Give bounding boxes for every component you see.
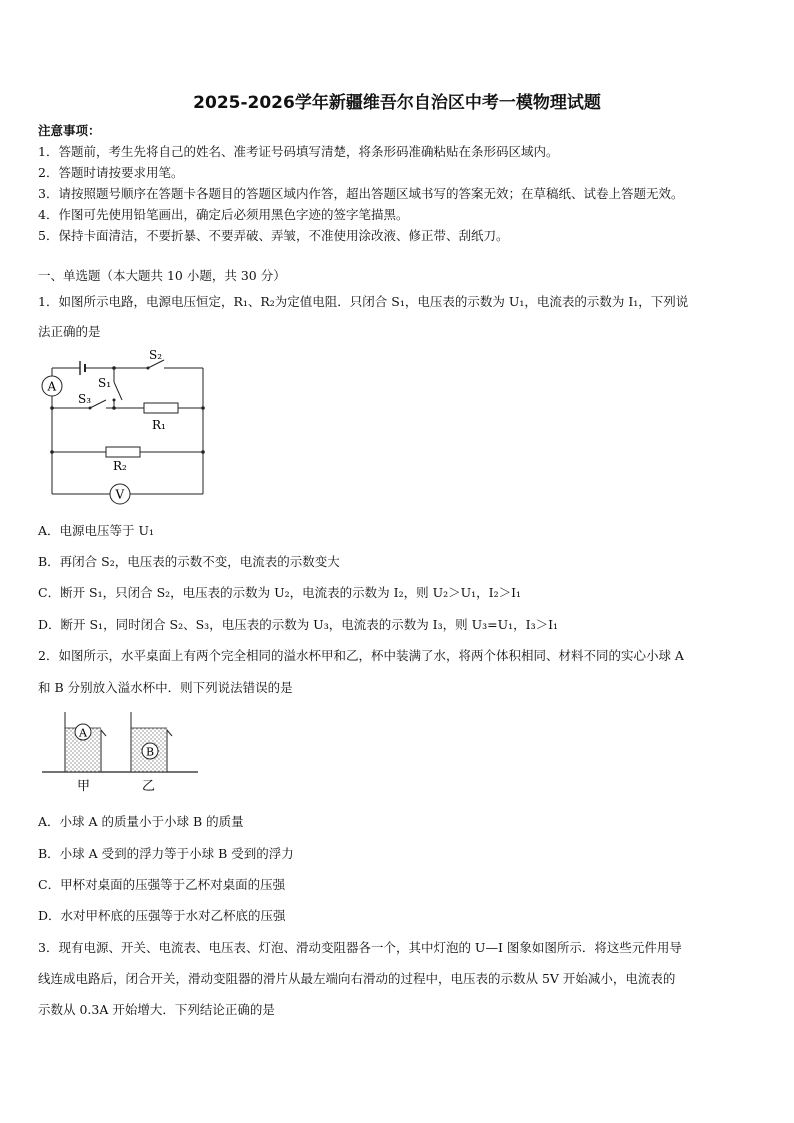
voltmeter-label: V [115,487,125,502]
ball-b-label: B [146,745,155,759]
label-r1: R₁ [152,418,166,432]
q2-option-b: B．小球 A 受到的浮力等于小球 B 受到的浮力 [38,846,294,861]
notice-item: 1．答题前，考生先将自己的姓名、准考证号码填写清楚，将条形码准确粘贴在条形码区域内。 [38,144,559,159]
q3-stem-cont: 线连成电路后，闭合开关，滑动变阻器的滑片从最左端向右滑动的过程中，电压表的示数从 5V 开始减小，电流表的 [38,971,676,986]
label-s3: S₃ [78,392,92,406]
section-heading: 一、单选题（本大题共 10 小题，共 30 分） [38,268,286,283]
label-r2: R₂ [113,459,127,473]
q1-stem: 1．如图所示电路，电源电压恒定，R₁、R₂为定值电阻．只闭合 S₁，电压表的示数为 U₁，电流表的示数为 I₁，下列说 [38,294,689,309]
q2-option-c: C．甲杯对桌面的压强等于乙杯对桌面的压强 [38,877,286,892]
page-title: 2025-2026学年新疆维吾尔自治区中考一模物理试题 [193,93,601,113]
ammeter-label: A [47,379,57,394]
q1-option-a: A．电源电压等于 U₁ [38,523,155,538]
notice-item: 5．保持卡面清洁，不要折暴、不要弄破、弄皱，不准使用涂改液、修正带、刮纸刀。 [38,228,509,243]
ball-a-label: A [79,726,87,740]
q2-option-a: A．小球 A 的质量小于小球 B 的质量 [38,814,244,829]
q1-circuit-diagram [36,346,216,504]
q1-stem-cont: 法正确的是 [38,324,101,339]
notice-heading: 注意事项： [38,123,101,138]
q1-option-c: C．断开 S₁，只闭合 S₂，电压表的示数为 U₂，电流表的示数为 I₂，则 U₂＞U₁，I₂＞I₁ [38,585,522,600]
q1-option-b: B．再闭合 S₂，电压表的示数不变，电流表的示数变大 [38,554,340,569]
notice-item: 2．答题时请按要求用笔。 [38,165,184,180]
cup-jia-label: 甲 [77,779,91,794]
label-s1: S₁ [98,376,112,390]
q2-stem: 2．如图所示，水平桌面上有两个完全相同的溢水杯甲和乙，杯中装满了水，将两个体积相同、材料不同的实心小球 A [38,648,684,663]
q1-option-d: D．断开 S₁，同时闭合 S₂、S₃，电压表的示数为 U₃，电流表的示数为 I₃，则 U₃=U₁，I₃＞I₁ [38,617,559,632]
notice-item: 3．请按照题号顺序在答题卡各题目的答题区域内作答，超出答题区域书写的答案无效；在草稿纸、试卷上答题无效。 [38,186,684,201]
notice-item: 4．作图可先使用铅笔画出，确定后必须用黑色字迹的签字笔描黑。 [38,207,409,222]
q2-stem-cont: 和 B 分别放入溢水杯中．则下列说法错误的是 [38,680,293,695]
q2-option-d: D．水对甲杯底的压强等于水对乙杯底的压强 [38,908,286,923]
cup-yi-label: 乙 [142,779,156,794]
q3-stem: 3．现有电源、开关、电流表、电压表、灯泡、滑动变阻器各一个，其中灯泡的 U—I 图象如图所示．将这些元件用导 [38,940,682,955]
q3-stem-cont: 示数从 0.3A 开始增大．下列结论正确的是 [38,1002,275,1017]
label-s2: S₂ [149,348,163,362]
q2-cups-diagram [40,708,200,798]
